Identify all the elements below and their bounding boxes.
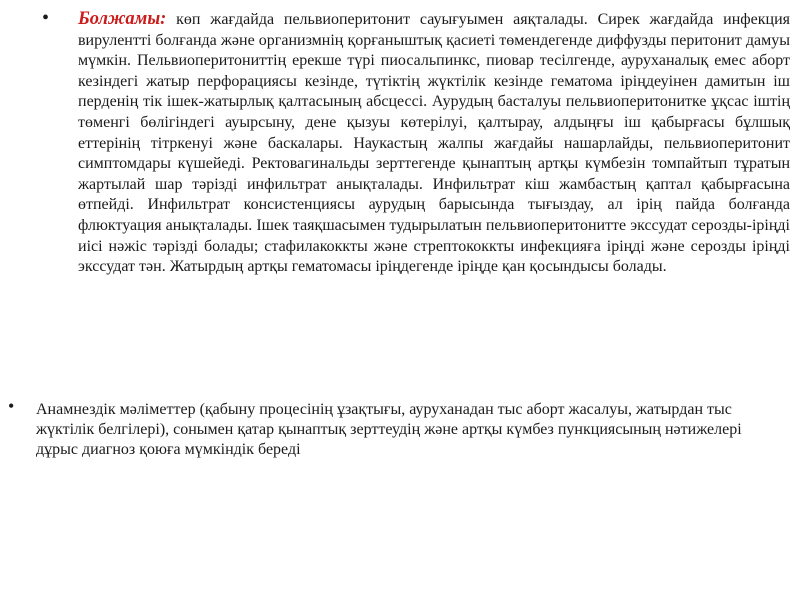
prognosis-paragraph xyxy=(78,9,790,278)
prognosis-body: көп жағдайда пельвиоперитонит сауығуымен аяқталады. Сирек жағдайда инфекция вирулентті болғанда және организмнің қорғаныштық қасиеті төмендегенде диффузды перитонит дамуы мүмкін. Пельвиоперитониттің ерекше түрі пиосальпинкс, пиовар тесілгенде, ауруханалық емес аборт кезіндегі жатыр перфорациясы кезінде, түтіктің жүктілік кезінде гематома іріңдеуінен дамитын іш перденің тік ішек-жатырлық қалтасының абсцессі. Аурудың басталуы пельвиоперитонитке ұқсас іштің төменгі бөлігіндегі ауырсыну, дене қызуы көтерілуі, қалтырау, алдыңғы іш қабырғасы бұлшық еттерінің тітркенуі және баскалары. Наукастың жалпы жағдайы нашарлайды, пельвиоперитонит симптомдары күшейеді. Ректовагинальды зерттегенде қынаптың артқы күмбезін томпайтып тұратын жартылай шар тәрізді инфильтрат анықталады. Инфильтрат кіш жамбастың қаптал қабырғасына өтпейді. Инфильтрат консистенциясы аурудың барысында тығыздау, ал ірің пайда болғанда флюктуация анықталады. Ішек таяқшасымен тудырылатын пельвиоперитонитте экссудат серозды-іріңді иісі нәжіс тәрізді болады; стафилакоккты және стрептококкты инфекцияға іріңді және серозды іріңді экссудат тән. Жатырдың артқы гематомасы іріңдегенде іріңде қан қосындысы болады. xyxy=(78,11,790,276)
bullet-marker: • xyxy=(42,7,50,29)
prognosis-heading: Болжамы: xyxy=(78,9,167,29)
anamnesis-paragraph: Анамнездік мәліметтер (қабыну процесінің ұзақтығы, ауруханадан тыс аборт жасалуы, жатырдан тыс жүктілік белгілері), сонымен қатар қынаптық зерттеудің және артқы күмбез пункциясының нәтижелері дұрыс диагноз қоюға мүмкіндік береді xyxy=(36,401,742,458)
bullet-marker: • xyxy=(8,396,15,416)
